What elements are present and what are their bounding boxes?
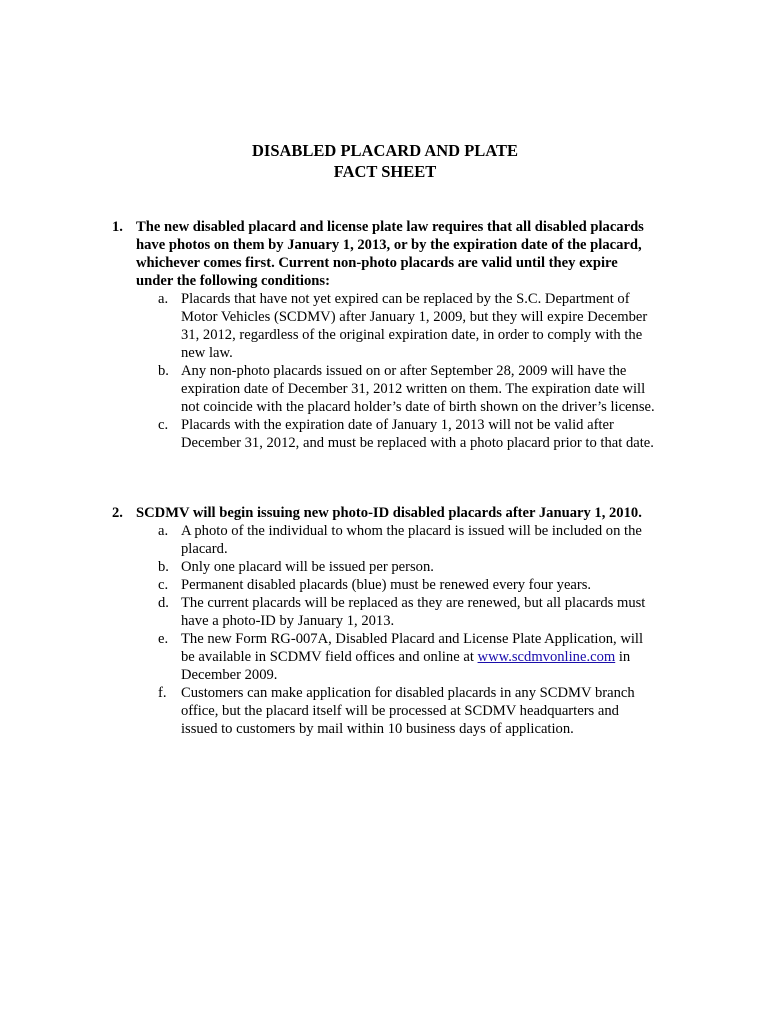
list-marker: b. — [158, 559, 169, 575]
list-item — [158, 576, 656, 594]
list-item-text: Permanent disabled placards (blue) must be renewed every four years. — [181, 577, 592, 593]
section-1-number: 1. — [112, 219, 123, 235]
list-item-text: A photo of the individual to whom the placard is issued will be included on the placard. — [181, 523, 642, 557]
list-marker: a. — [158, 291, 169, 307]
section-2-heading: SCDMV will begin issuing new photo-ID disabled placards after January 1, 2010. — [136, 505, 642, 521]
list-item — [158, 630, 656, 684]
section-2 — [112, 504, 652, 738]
list-item — [158, 558, 656, 576]
list-item — [158, 362, 656, 416]
list-item — [158, 416, 656, 452]
list-item-text: Only one placard will be issued per person. — [181, 559, 434, 575]
list-marker: c. — [158, 577, 169, 593]
list-marker: c. — [158, 417, 169, 433]
list-item-text: Any non-photo placards issued on or after September 28, 2009 will have the expiration date of December 31, 2012 written on them. The expiration date will not coincide with the placard holder’s date of birth shown on the driver’s license. — [181, 363, 655, 415]
list-item-text-after-link: in December 2009. — [181, 649, 631, 683]
list-item — [158, 522, 656, 558]
list-item-text: The current placards will be replaced as they are renewed, but all placards must have a photo-ID by January 1, 2013. — [181, 595, 646, 629]
document-title-line-1: DISABLED PLACARD AND PLATE — [251, 141, 519, 160]
list-item-text: Placards with the expiration date of January 1, 2013 will not be valid after December 31, 2012, and must be replaced with a photo placard prior to that date. — [181, 417, 654, 451]
section-1-list — [112, 290, 655, 452]
list-item — [158, 684, 656, 738]
scdmv-website-link[interactable]: www.scdmvonline.com — [477, 649, 616, 665]
list-item — [158, 594, 656, 630]
section-1-heading: The new disabled placard and license plate law requires that all disabled placards have photos on them by January 1, 2013, or by the expiration date of the placard, whichever comes first. Current non-photo placards are valid until they expire under the following conditions: — [136, 219, 644, 289]
list-item — [158, 290, 656, 362]
list-item-text: Customers can make application for disabled placards in any SCDMV branch office, but the placard itself will be processed at SCDMV headquarters and issued to customers by mail within 10 business days of application. — [181, 685, 635, 737]
section-2-list — [112, 522, 652, 738]
list-marker: b. — [158, 363, 169, 379]
list-marker: a. — [158, 523, 169, 539]
section-2-number: 2. — [112, 505, 123, 521]
list-marker: d. — [158, 595, 169, 611]
document-title-line-2: FACT SHEET — [333, 162, 437, 181]
list-marker: f. — [158, 685, 167, 701]
list-item-text-before-link: The new Form RG-007A, Disabled Placard and License Plate Application, will be available in SCDMV field offices and online at — [181, 631, 644, 665]
list-item-text: Placards that have not yet expired can be replaced by the S.C. Department of Motor Vehicles (SCDMV) after January 1, 2009, but they will expire December 31, 2012, regardless of the original expiration date, in order to comply with the new law. — [181, 291, 648, 361]
section-1 — [112, 218, 655, 452]
list-marker: e. — [158, 631, 169, 647]
